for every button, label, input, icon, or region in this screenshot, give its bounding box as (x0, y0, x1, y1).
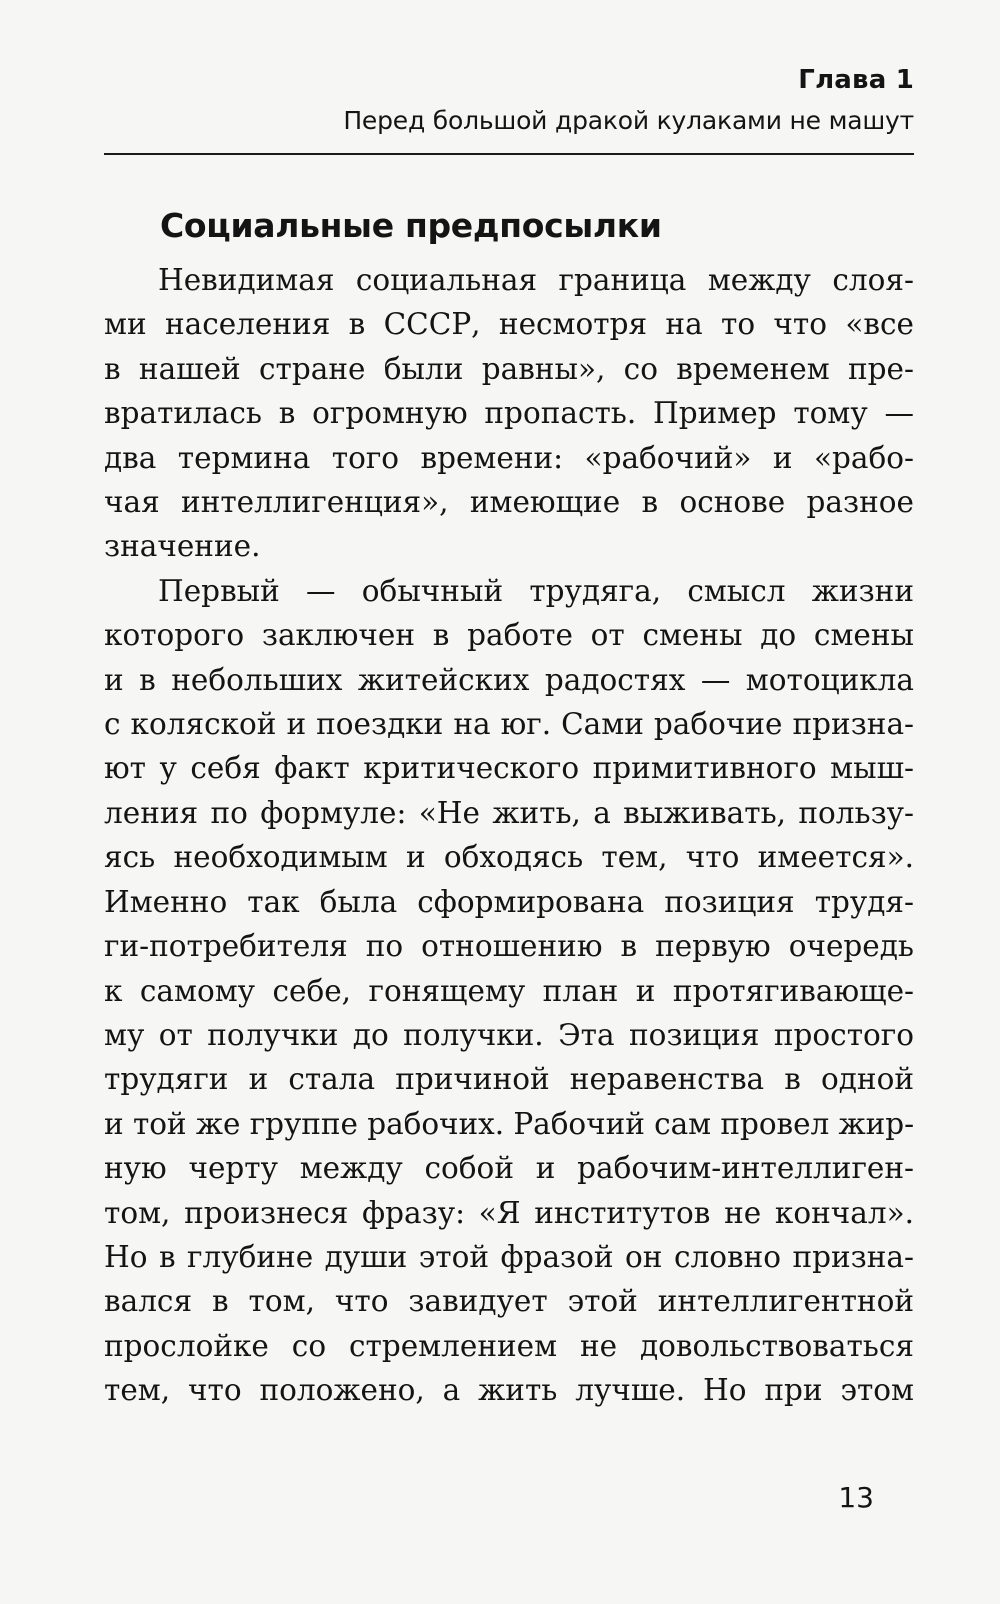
text-line: Но в глубине души этой фразой он словно призна- (104, 1239, 914, 1274)
text-line: му от получки до получки. Эта позиция простого (104, 1017, 914, 1052)
text-line: Невидимая социальная граница между слоя- (158, 263, 914, 297)
text-line: Именно так была сформирована позиция трудя- (104, 884, 914, 919)
text-line: значение. (104, 529, 261, 564)
text-line: тем, что положено, а жить лучше. Но при этом (104, 1373, 914, 1408)
chapter-label: Глава 1 (798, 65, 914, 95)
text-line: два термина того времени: «рабочий» и «рабо- (104, 440, 914, 475)
text-line: ги-потребителя по отношению в первую очередь (104, 929, 914, 964)
body-text (104, 258, 914, 1413)
chapter-title: Перед большой дракой кулаками не машут (343, 106, 914, 135)
text-line: трудяги и стала причиной неравенства в одной (104, 1062, 914, 1097)
text-line: вратилась в огромную пропасть. Пример тому — (104, 396, 914, 431)
header-divider (104, 153, 914, 155)
text-line: ную черту между собой и рабочим-интеллиген- (104, 1151, 914, 1186)
text-line: и в небольших житейских радостях — мотоцикла (104, 662, 914, 697)
page-number: 13 (838, 1481, 874, 1514)
section-heading: Социальные предпосылки (160, 206, 662, 245)
text-line: прослойке со стремлением не довольствоваться (104, 1328, 914, 1363)
text-line: ми населения в СССР, несмотря на то что «все (104, 307, 914, 342)
running-header (343, 60, 914, 142)
text-line: которого заключен в работе от смены до смены (104, 618, 914, 653)
text-line: ясь необходимым и обходясь тем, что имеется». (104, 840, 914, 875)
text-line: и той же группе рабочих. Рабочий сам провел жир- (104, 1106, 914, 1141)
text-line: чая интеллигенция», имеющие в основе разное (104, 485, 914, 520)
text-line: в нашей стране были равны», со временем пре- (104, 351, 914, 386)
paragraph-1 (104, 258, 914, 569)
text-line: ления по формуле: «Не жить, а выживать, пользу- (104, 795, 914, 830)
paragraph-2 (104, 569, 914, 1413)
text-line: Первый — обычный трудяга, смысл жизни (158, 573, 914, 608)
text-line: ют у себя факт критического примитивного мыш- (104, 751, 914, 786)
text-line: к самому себе, гонящему план и протягивающе- (104, 973, 914, 1008)
text-line: том, произнеся фразу: «Я институтов не кончал». (104, 1195, 914, 1230)
text-line: с коляской и поездки на юг. Сами рабочие призна- (104, 707, 914, 742)
text-line: вался в том, что завидует этой интеллигентной (104, 1284, 914, 1319)
